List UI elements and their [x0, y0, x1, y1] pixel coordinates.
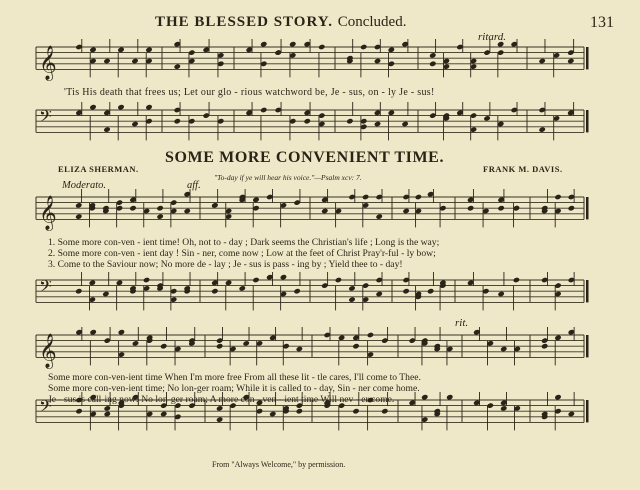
notehead — [145, 47, 152, 53]
notehead — [374, 121, 381, 127]
notehead — [89, 47, 96, 53]
notehead — [554, 335, 561, 341]
final-bar — [586, 280, 589, 302]
notehead — [117, 47, 124, 53]
notehead — [554, 394, 561, 400]
notehead — [415, 194, 422, 200]
notehead — [239, 285, 246, 291]
page-number: 131 — [590, 14, 614, 31]
treble-clef: 𝄞 — [39, 45, 57, 81]
notehead — [421, 394, 428, 400]
notehead — [352, 408, 359, 414]
notehead — [318, 44, 325, 50]
notehead — [104, 411, 111, 417]
notehead — [116, 280, 123, 286]
scripture-quote: "To-day if ye will hear his voice."—Psalm xcv: 7. — [214, 173, 362, 182]
notehead — [252, 197, 259, 203]
notehead — [216, 405, 223, 411]
final-bar — [586, 400, 589, 422]
notehead — [160, 411, 167, 417]
notehead — [174, 63, 181, 69]
notehead — [131, 121, 138, 127]
notehead — [293, 288, 300, 294]
notehead — [346, 118, 353, 124]
rit-mark: rit. — [455, 317, 469, 329]
notehead — [143, 277, 150, 283]
notehead — [483, 115, 490, 121]
notehead — [374, 58, 381, 64]
notehead — [568, 411, 575, 417]
refrain-line-3: Je - sus is call-ing now! No lon-ger roam; A more con - ven - ient time Will nev - er come. — [48, 394, 395, 405]
bass-clef: 𝄢 — [39, 106, 52, 130]
notehead — [296, 346, 303, 352]
notehead — [75, 288, 82, 294]
notehead — [129, 205, 136, 211]
notehead — [145, 104, 152, 110]
notehead — [103, 58, 110, 64]
notehead — [184, 208, 191, 214]
notehead — [304, 118, 311, 124]
notehead — [497, 291, 504, 297]
notehead — [296, 408, 303, 414]
notehead — [216, 416, 223, 422]
composer-name: FRANK M. DAVIS. — [483, 164, 563, 174]
bass-clef: 𝄢 — [39, 276, 52, 300]
dynamic-marking: aff. — [187, 180, 201, 191]
notehead — [538, 58, 545, 64]
notehead — [376, 213, 383, 219]
notehead — [376, 291, 383, 297]
notehead — [538, 126, 545, 132]
notehead — [497, 205, 504, 211]
notehead — [75, 213, 82, 219]
notehead — [104, 405, 111, 411]
treble-clef: 𝄞 — [39, 333, 57, 369]
notehead — [352, 343, 359, 349]
refrain-line-1: Some more con-ven-ient time When I'm more free From all these lit - tle cares, I'll come to Thee. — [48, 372, 421, 383]
notehead — [174, 118, 181, 124]
notehead — [75, 408, 82, 414]
notehead — [401, 121, 408, 127]
notehead — [388, 47, 395, 53]
final-bar — [586, 110, 589, 132]
notehead — [338, 335, 345, 341]
ritard-mark: ritard. — [478, 31, 507, 43]
notehead — [156, 213, 163, 219]
final-bar — [586, 197, 589, 219]
final-bar — [586, 335, 589, 357]
notehead — [216, 343, 223, 349]
notehead — [132, 340, 139, 346]
notehead — [362, 194, 369, 200]
notehead — [131, 58, 138, 64]
verse-line-2: 2. Some more con-ven - ient day ! Sin - ner, come now ; Low at the feet of Christ Pray'r-ful - ly bow; — [48, 248, 436, 259]
author-name: ELIZA SHERMAN. — [58, 164, 139, 174]
notehead — [467, 205, 474, 211]
notehead — [446, 394, 453, 400]
notehead — [513, 277, 520, 283]
notehead — [160, 343, 167, 349]
notehead — [225, 280, 232, 286]
notehead — [89, 104, 96, 110]
verse-line-3: 3. Come to the Saviour now; No more de - lay ; Je - sus is pass - ing by ; Yield thee to - day! — [48, 259, 403, 270]
notehead — [402, 208, 409, 214]
notehead — [500, 405, 507, 411]
notehead — [103, 126, 110, 132]
notehead — [429, 52, 436, 58]
final-bar — [586, 47, 589, 69]
notehead — [321, 208, 328, 214]
notehead — [554, 194, 561, 200]
notehead — [335, 277, 342, 283]
notehead — [348, 296, 355, 302]
notehead — [117, 104, 124, 110]
verse-line-1: 1. Some more con-ven - ient time! Oh, not to - day ; Dark seems the Christian's life ; Long is the way; — [48, 237, 440, 248]
lyric-line: 'Tis His death that frees us; Let our glo - rious watchword be, Je - sus, on - ly Je - sus! — [64, 87, 435, 98]
notehead — [118, 329, 125, 335]
credit-line: From "Always Welcome," by permission. — [212, 460, 346, 469]
notehead — [388, 110, 395, 116]
notehead — [402, 288, 409, 294]
concluded-label: Concluded. — [337, 14, 407, 30]
notehead — [260, 107, 267, 113]
notehead — [252, 277, 259, 283]
notehead — [260, 41, 267, 47]
title-text: THE BLESSED STORY. — [155, 14, 333, 30]
tempo-marking: Moderato. — [62, 180, 107, 191]
notehead — [89, 280, 96, 286]
notehead — [500, 346, 507, 352]
notehead — [348, 285, 355, 291]
notehead — [429, 61, 436, 67]
notehead — [289, 41, 296, 47]
hymn-title: SOME MORE CONVENIENT TIME. — [165, 149, 445, 166]
notehead — [381, 408, 388, 414]
notehead — [243, 340, 250, 346]
refrain-line-2: Some more con-ven-ient time; No lon-ger roam; While it is called to - day, Sin - ner come home. — [48, 383, 420, 394]
page-title — [155, 14, 406, 31]
notehead — [89, 329, 96, 335]
notehead — [211, 288, 218, 294]
notehead — [541, 343, 548, 349]
notehead — [367, 332, 374, 338]
notehead — [102, 291, 109, 297]
notehead — [156, 205, 163, 211]
notehead — [568, 205, 575, 211]
notehead — [360, 44, 367, 50]
notehead — [567, 58, 574, 64]
bass-clef: 𝄢 — [39, 396, 52, 420]
notehead — [211, 202, 218, 208]
treble-clef: 𝄞 — [39, 195, 57, 231]
notehead — [75, 202, 82, 208]
notehead — [280, 274, 287, 280]
notehead — [427, 288, 434, 294]
notehead — [269, 411, 276, 417]
